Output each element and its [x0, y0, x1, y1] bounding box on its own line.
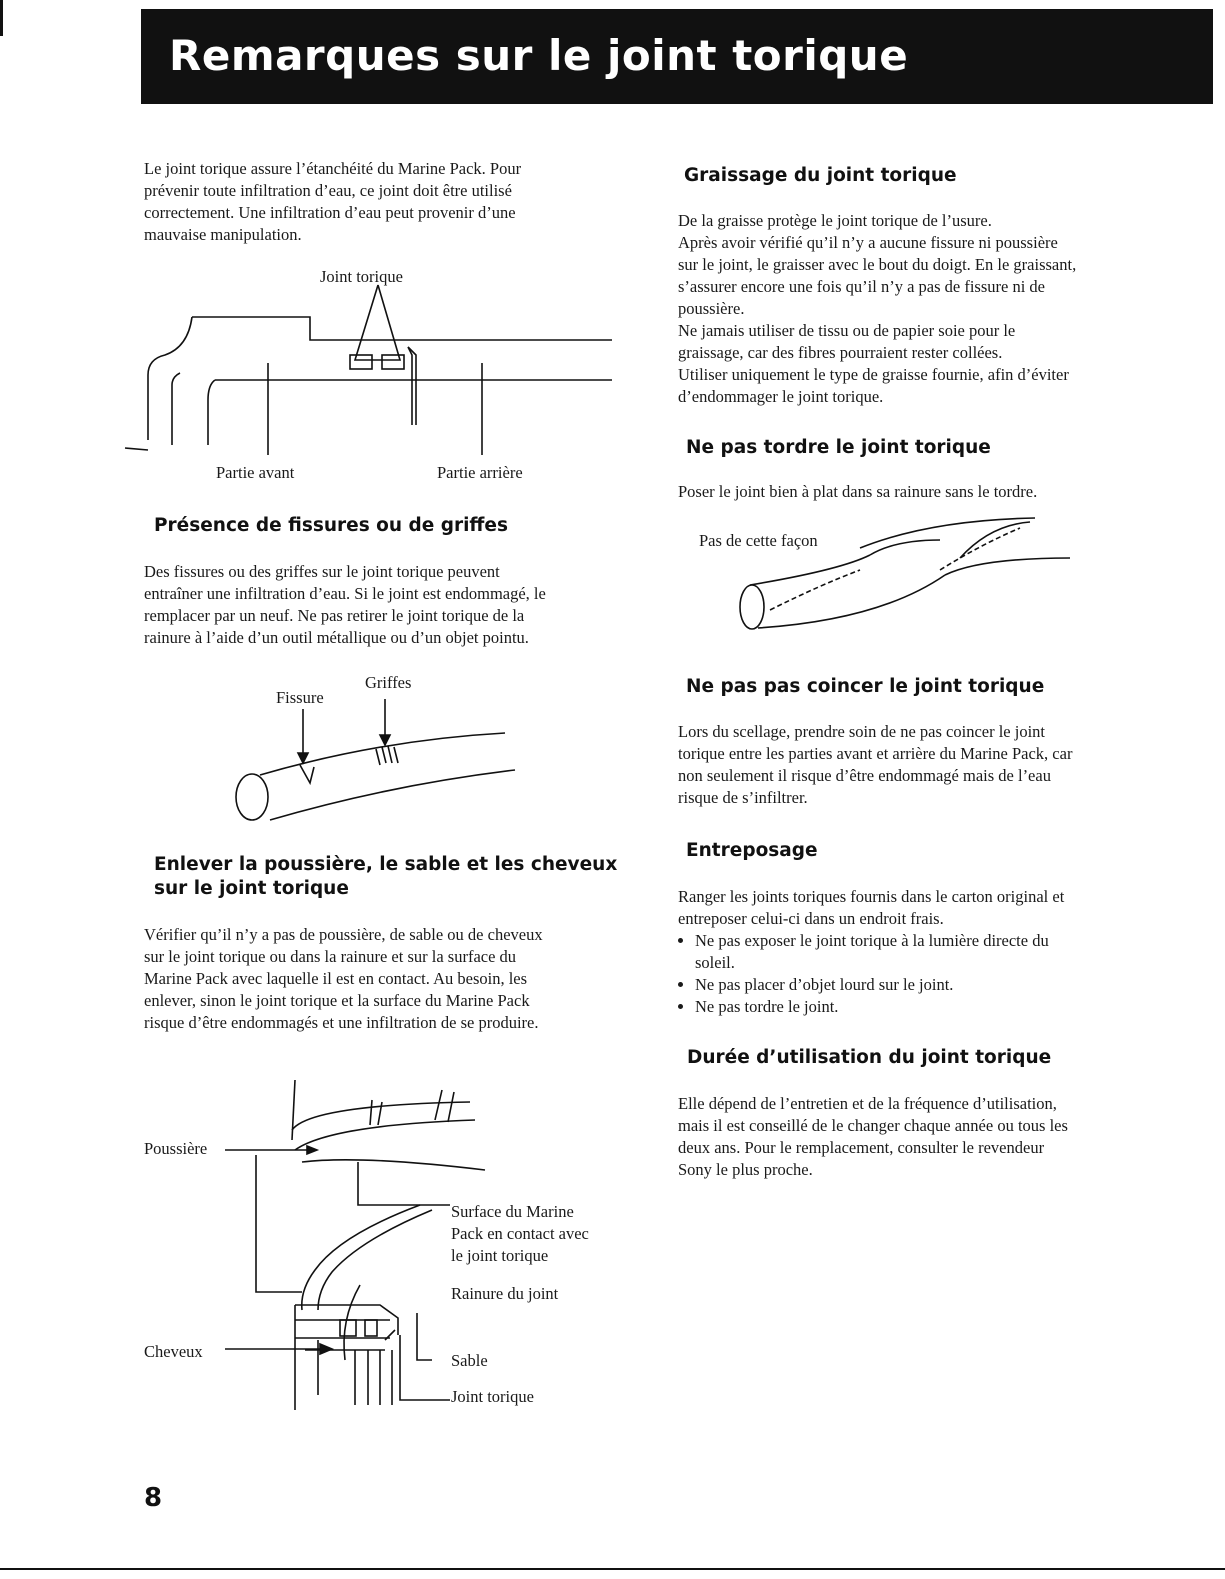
page-edge-rule [0, 0, 3, 36]
dust-line: sur le joint torique ou dans la rainure et sur la surface du [144, 947, 517, 966]
intro-line: prévenir toute infiltration d’eau, ce joint doit être utilisé [144, 181, 512, 200]
intro-line: Le joint torique assure l’étanchéité du Marine Pack. Pour [144, 159, 522, 178]
storage-bullet-text: Ne pas exposer le joint torique à la lumière directe du [695, 931, 1049, 950]
intro-paragraph [144, 158, 624, 246]
lifetime-paragraph [678, 1093, 1153, 1181]
grease-section [684, 164, 1159, 188]
figure1-label-back: Partie arrière [437, 463, 523, 482]
dust-label-dust: Poussière [144, 1139, 208, 1158]
twist-paragraph [678, 481, 1153, 503]
twist-heading: Ne pas tordre le joint torique [686, 437, 991, 458]
pinch-line: risque de s’infiltrer. [678, 788, 808, 807]
dust-sand-hair-figure [220, 1080, 460, 1420]
grease-line: Utiliser uniquement le type de graisse fournie, afin d’éviter [678, 365, 1069, 384]
storage-line: entreposer celui-ci dans un endroit frais. [678, 909, 944, 928]
dust-line: Vérifier qu’il n’y a pas de poussière, de sable ou de cheveux [144, 925, 543, 944]
page-title: Remarques sur le joint torique [169, 31, 909, 80]
grease-line: Ne jamais utiliser de tissu ou de papier soie pour le [678, 321, 1016, 340]
storage-section [686, 839, 1161, 863]
dust-label-surface-line: Surface du Marine [451, 1202, 574, 1221]
title-bar [141, 9, 1213, 104]
page-bottom-rule [0, 1568, 1225, 1570]
cracks-label-scratch: Griffes [365, 673, 412, 692]
cracks-line: entraîner une infiltration d’eau. Si le joint est endommagé, le [144, 584, 546, 603]
twisted-oring-figure [730, 510, 1075, 640]
cracks-line: remplacer par un neuf. Ne pas retirer le joint torique de la [144, 606, 525, 625]
grease-line: De la graisse protège le joint torique de l’usure. [678, 211, 992, 230]
pinch-section [686, 675, 1161, 699]
twist-line: Poser le joint bien à plat dans sa rainure sans le tordre. [678, 482, 1038, 501]
dust-label-surface [451, 1201, 589, 1267]
lifetime-line: mais il est conseillé de le changer chaque année ou tous les [678, 1116, 1068, 1135]
twist-figure-label: Pas de cette façon [699, 531, 818, 550]
lifetime-line: Sony le plus proche. [678, 1160, 813, 1179]
storage-bullet [695, 996, 1153, 1018]
lifetime-section [687, 1046, 1162, 1070]
grease-line: d’endommager le joint torique. [678, 387, 884, 406]
dust-label-hair: Cheveux [144, 1342, 203, 1361]
grease-line: poussière. [678, 299, 745, 318]
cracks-line: Des fissures ou des griffes sur le joint torique peuvent [144, 562, 500, 581]
dust-label-surface-line: Pack en contact avec [451, 1224, 589, 1243]
dust-section [154, 853, 634, 901]
dust-label-sand: Sable [451, 1351, 488, 1370]
dust-label-groove: Rainure du joint [451, 1284, 559, 1303]
grease-paragraph [678, 210, 1153, 408]
storage-bullet [695, 930, 1153, 974]
dust-label-surface-line: le joint torique [451, 1246, 549, 1265]
storage-heading: Entreposage [686, 840, 818, 861]
intro-line: mauvaise manipulation. [144, 225, 302, 244]
pinch-line: Lors du scellage, prendre soin de ne pas coincer le joint [678, 722, 1045, 741]
cracks-heading: Présence de fissures ou de griffes [154, 515, 508, 536]
twist-section [686, 436, 1161, 460]
storage-line: Ranger les joints toriques fournis dans le carton original et [678, 887, 1065, 906]
page-number: 8 [144, 1483, 163, 1513]
lifetime-line: deux ans. Pour le remplacement, consulter le revendeur [678, 1138, 1045, 1157]
storage-bullet-text: soleil. [695, 953, 735, 972]
grease-line: s’assurer encore une fois qu’il n’y a pas de fissure ni de [678, 277, 1046, 296]
figure1-label-front: Partie avant [216, 463, 295, 482]
lifetime-line: Elle dépend de l’entretien et de la fréquence d’utilisation, [678, 1094, 1057, 1113]
grease-heading: Graissage du joint torique [684, 165, 957, 186]
grease-line: sur le joint, le graisser avec le bout du doigt. En le graissant, [678, 255, 1077, 274]
dust-heading-line1: Enlever la poussière, le sable et les cheveux [154, 854, 618, 875]
oring-cross-section-figure [120, 285, 620, 465]
storage-bullet-text: Ne pas placer d’objet lourd sur le joint. [695, 975, 954, 994]
pinch-line: non seulement il risque d’être endommagé mais de l’eau [678, 766, 1051, 785]
cracks-section [144, 514, 624, 538]
figure1-label-oring: Joint torique [320, 267, 403, 286]
grease-line: graissage, car des fibres pourraient rester collées. [678, 343, 1003, 362]
grease-line: Après avoir vérifié qu’il n’y a aucune fissure ni poussière [678, 233, 1058, 252]
cracks-label-crack: Fissure [276, 688, 324, 707]
storage-bullet-list [678, 930, 1153, 1018]
cracks-paragraph [144, 561, 624, 649]
storage-bullet [695, 974, 1153, 996]
pinch-paragraph [678, 721, 1153, 809]
dust-line: risque d’être endommagés et une infiltration de se produire. [144, 1013, 539, 1032]
storage-bullet-text: Ne pas tordre le joint. [695, 997, 839, 1016]
intro-line: correctement. Une infiltration d’eau peut provenir d’une [144, 203, 516, 222]
dust-line: enlever, sinon le joint torique et la surface du Marine Pack [144, 991, 530, 1010]
dust-paragraph [144, 924, 624, 1034]
cracked-oring-figure [230, 705, 520, 825]
pinch-line: torique entre les parties avant et arrière du Marine Pack, car [678, 744, 1073, 763]
lifetime-heading: Durée d’utilisation du joint torique [687, 1047, 1052, 1068]
dust-line: Marine Pack avec laquelle il est en contact. Au besoin, les [144, 969, 528, 988]
cracks-line: rainure à l’aide d’un outil métallique ou d’un objet pointu. [144, 628, 529, 647]
pinch-heading: Ne pas pas coincer le joint torique [686, 676, 1045, 697]
dust-label-oring: Joint torique [451, 1387, 534, 1406]
dust-heading-line2: sur le joint torique [154, 878, 349, 899]
storage-paragraph [678, 886, 1153, 1018]
